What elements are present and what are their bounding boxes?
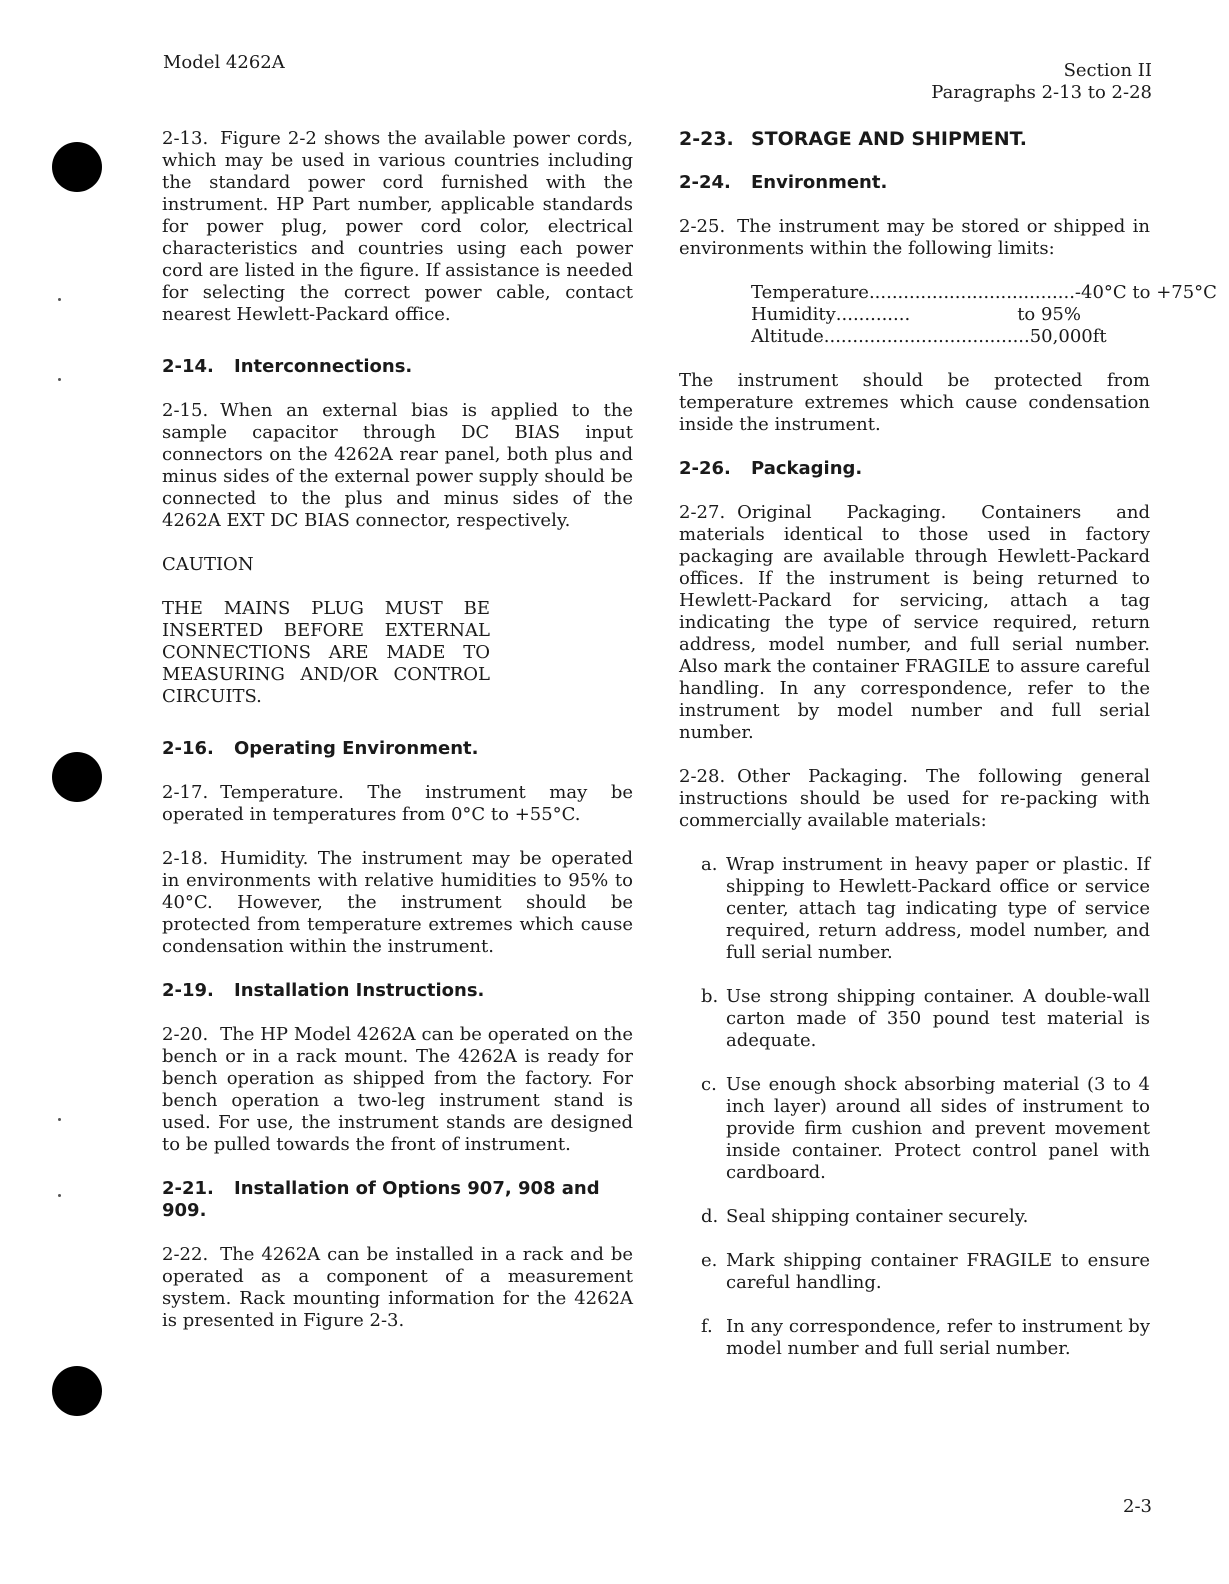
binder-hole-middle bbox=[52, 752, 102, 802]
heading-2-26: 2-26. Packaging. bbox=[679, 458, 863, 479]
heading-2-19: 2-19. Installation Instructions. bbox=[162, 980, 485, 1001]
paragraph-range: Paragraphs 2-13 to 2-28 bbox=[931, 82, 1152, 103]
list-item: f. In any correspondence, refer to instrument by model number and full serial number. bbox=[701, 1316, 1150, 1359]
paragraph-2-22: 2-22. The 4262A can be installed in a rack and be operated as a component of a measurement system. Rack mounting information for the 4262A is presented in Figure 2-3. bbox=[162, 1244, 633, 1331]
spec-temperature: Temperature .................................... -40°C to +75°C bbox=[751, 282, 1217, 303]
scan-speck bbox=[58, 378, 61, 381]
storage-limits bbox=[751, 282, 1217, 348]
packing-instructions bbox=[679, 854, 1150, 1360]
heading-2-14: 2-14. Interconnections. bbox=[162, 356, 413, 377]
scan-speck bbox=[58, 298, 61, 301]
paragraph-2-27: 2-27. Original Packaging. Containers and materials identical to those used in factory packaging are available through Hewlett-Packard offices. If the instrument is being returned to Hewlett-Packard for servicing, attach a tag indicating the type of service required, return address, model number, and full serial number. Also mark the container FRAGILE to assure careful handling. In any correspondence, refer to the instrument by model number and full serial number. bbox=[679, 502, 1150, 743]
page-number: 2-3 bbox=[1123, 1496, 1152, 1517]
left-column bbox=[162, 128, 633, 1332]
paragraph-2-13: 2-13. Figure 2-2 shows the available power cords, which may be used in various countries including the standard power cord furnished with the instrument. HP Part number, applicable standards for power plug, power cord color, electrical characteristics and countries using each power cord are listed in the figure. If assistance is needed for selecting the correct power cable, contact nearest Hewlett-Packard office. bbox=[162, 128, 633, 325]
header-section bbox=[931, 60, 1152, 104]
paragraph-2-20: 2-20. The HP Model 4262A can be operated on the bench or in a rack mount. The 4262A is ready for bench operation as shipped from the factory. For bench operation a two-leg instrument stand is used. For use, the instrument stands are designed to be pulled towards the front of instrument. bbox=[162, 1024, 633, 1155]
binder-hole-bottom bbox=[52, 1366, 102, 1416]
scan-speck bbox=[58, 1194, 61, 1197]
paragraph-2-15: 2-15. When an external bias is applied to the sample capacitor through DC BIAS input connectors on the 4262A rear panel, both plus and minus sides of the external power supply should be connected to the plus and minus sides of the 4262A EXT DC BIAS connector, respectively. bbox=[162, 400, 633, 531]
binder-hole-top bbox=[52, 142, 102, 192]
heading-2-21: 2-21. Installation of Options 907, 908 and 909. bbox=[162, 1178, 600, 1221]
paragraph-2-17: 2-17. Temperature. The instrument may be operated in temperatures from 0°C to +55°C. bbox=[162, 782, 633, 825]
list-item: a. Wrap instrument in heavy paper or plastic. If shipping to Hewlett-Packard office or service center, attach tag indicating type of service required, return address, model number, and full serial number. bbox=[701, 854, 1150, 963]
scan-speck bbox=[58, 1118, 61, 1121]
paragraph-2-25: 2-25. The instrument may be stored or shipped in environments within the following limits: bbox=[679, 216, 1150, 259]
spec-altitude: Altitude .................................... 50,000ft bbox=[751, 326, 1107, 347]
paragraph-2-28: 2-28. Other Packaging. The following general instructions should be used for re-packing with commercially available materials: bbox=[679, 766, 1150, 831]
list-item: b. Use strong shipping container. A double-wall carton made of 350 pound test material is adequate. bbox=[701, 986, 1150, 1051]
list-item: c. Use enough shock absorbing material (3 to 4 inch layer) around all sides of instrument to provide firm cushion and prevent movement inside container. Protect control panel with cardboard. bbox=[701, 1074, 1150, 1183]
right-column bbox=[679, 128, 1217, 1360]
caution-text: THE MAINS PLUG MUST BE INSERTED BEFORE EXTERNAL CONNECTIONS ARE MADE TO MEASURING AND/OR CONTROL CIRCUITS. bbox=[162, 598, 490, 707]
paragraph-protect: The instrument should be protected from temperature extremes which cause condensation inside the instrument. bbox=[679, 370, 1150, 435]
spec-humidity: Humidity ............. to 95% bbox=[751, 304, 1081, 325]
paragraph-2-18: 2-18. Humidity. The instrument may be operated in environments with relative humidities to 95% to 40°C. However, the instrument should be protected from temperature extremes which cause condensation within the instrument. bbox=[162, 848, 633, 957]
heading-2-24: 2-24. Environment. bbox=[679, 172, 888, 193]
heading-2-23: 2-23. STORAGE AND SHIPMENT. bbox=[679, 128, 1027, 150]
header-model: Model 4262A bbox=[163, 52, 285, 73]
list-item: d. Seal shipping container securely. bbox=[701, 1206, 1029, 1227]
caution-title: CAUTION bbox=[162, 554, 254, 575]
heading-2-16: 2-16. Operating Environment. bbox=[162, 738, 479, 759]
section-label: Section II bbox=[1063, 60, 1152, 81]
list-item: e. Mark shipping container FRAGILE to ensure careful handling. bbox=[701, 1250, 1150, 1293]
